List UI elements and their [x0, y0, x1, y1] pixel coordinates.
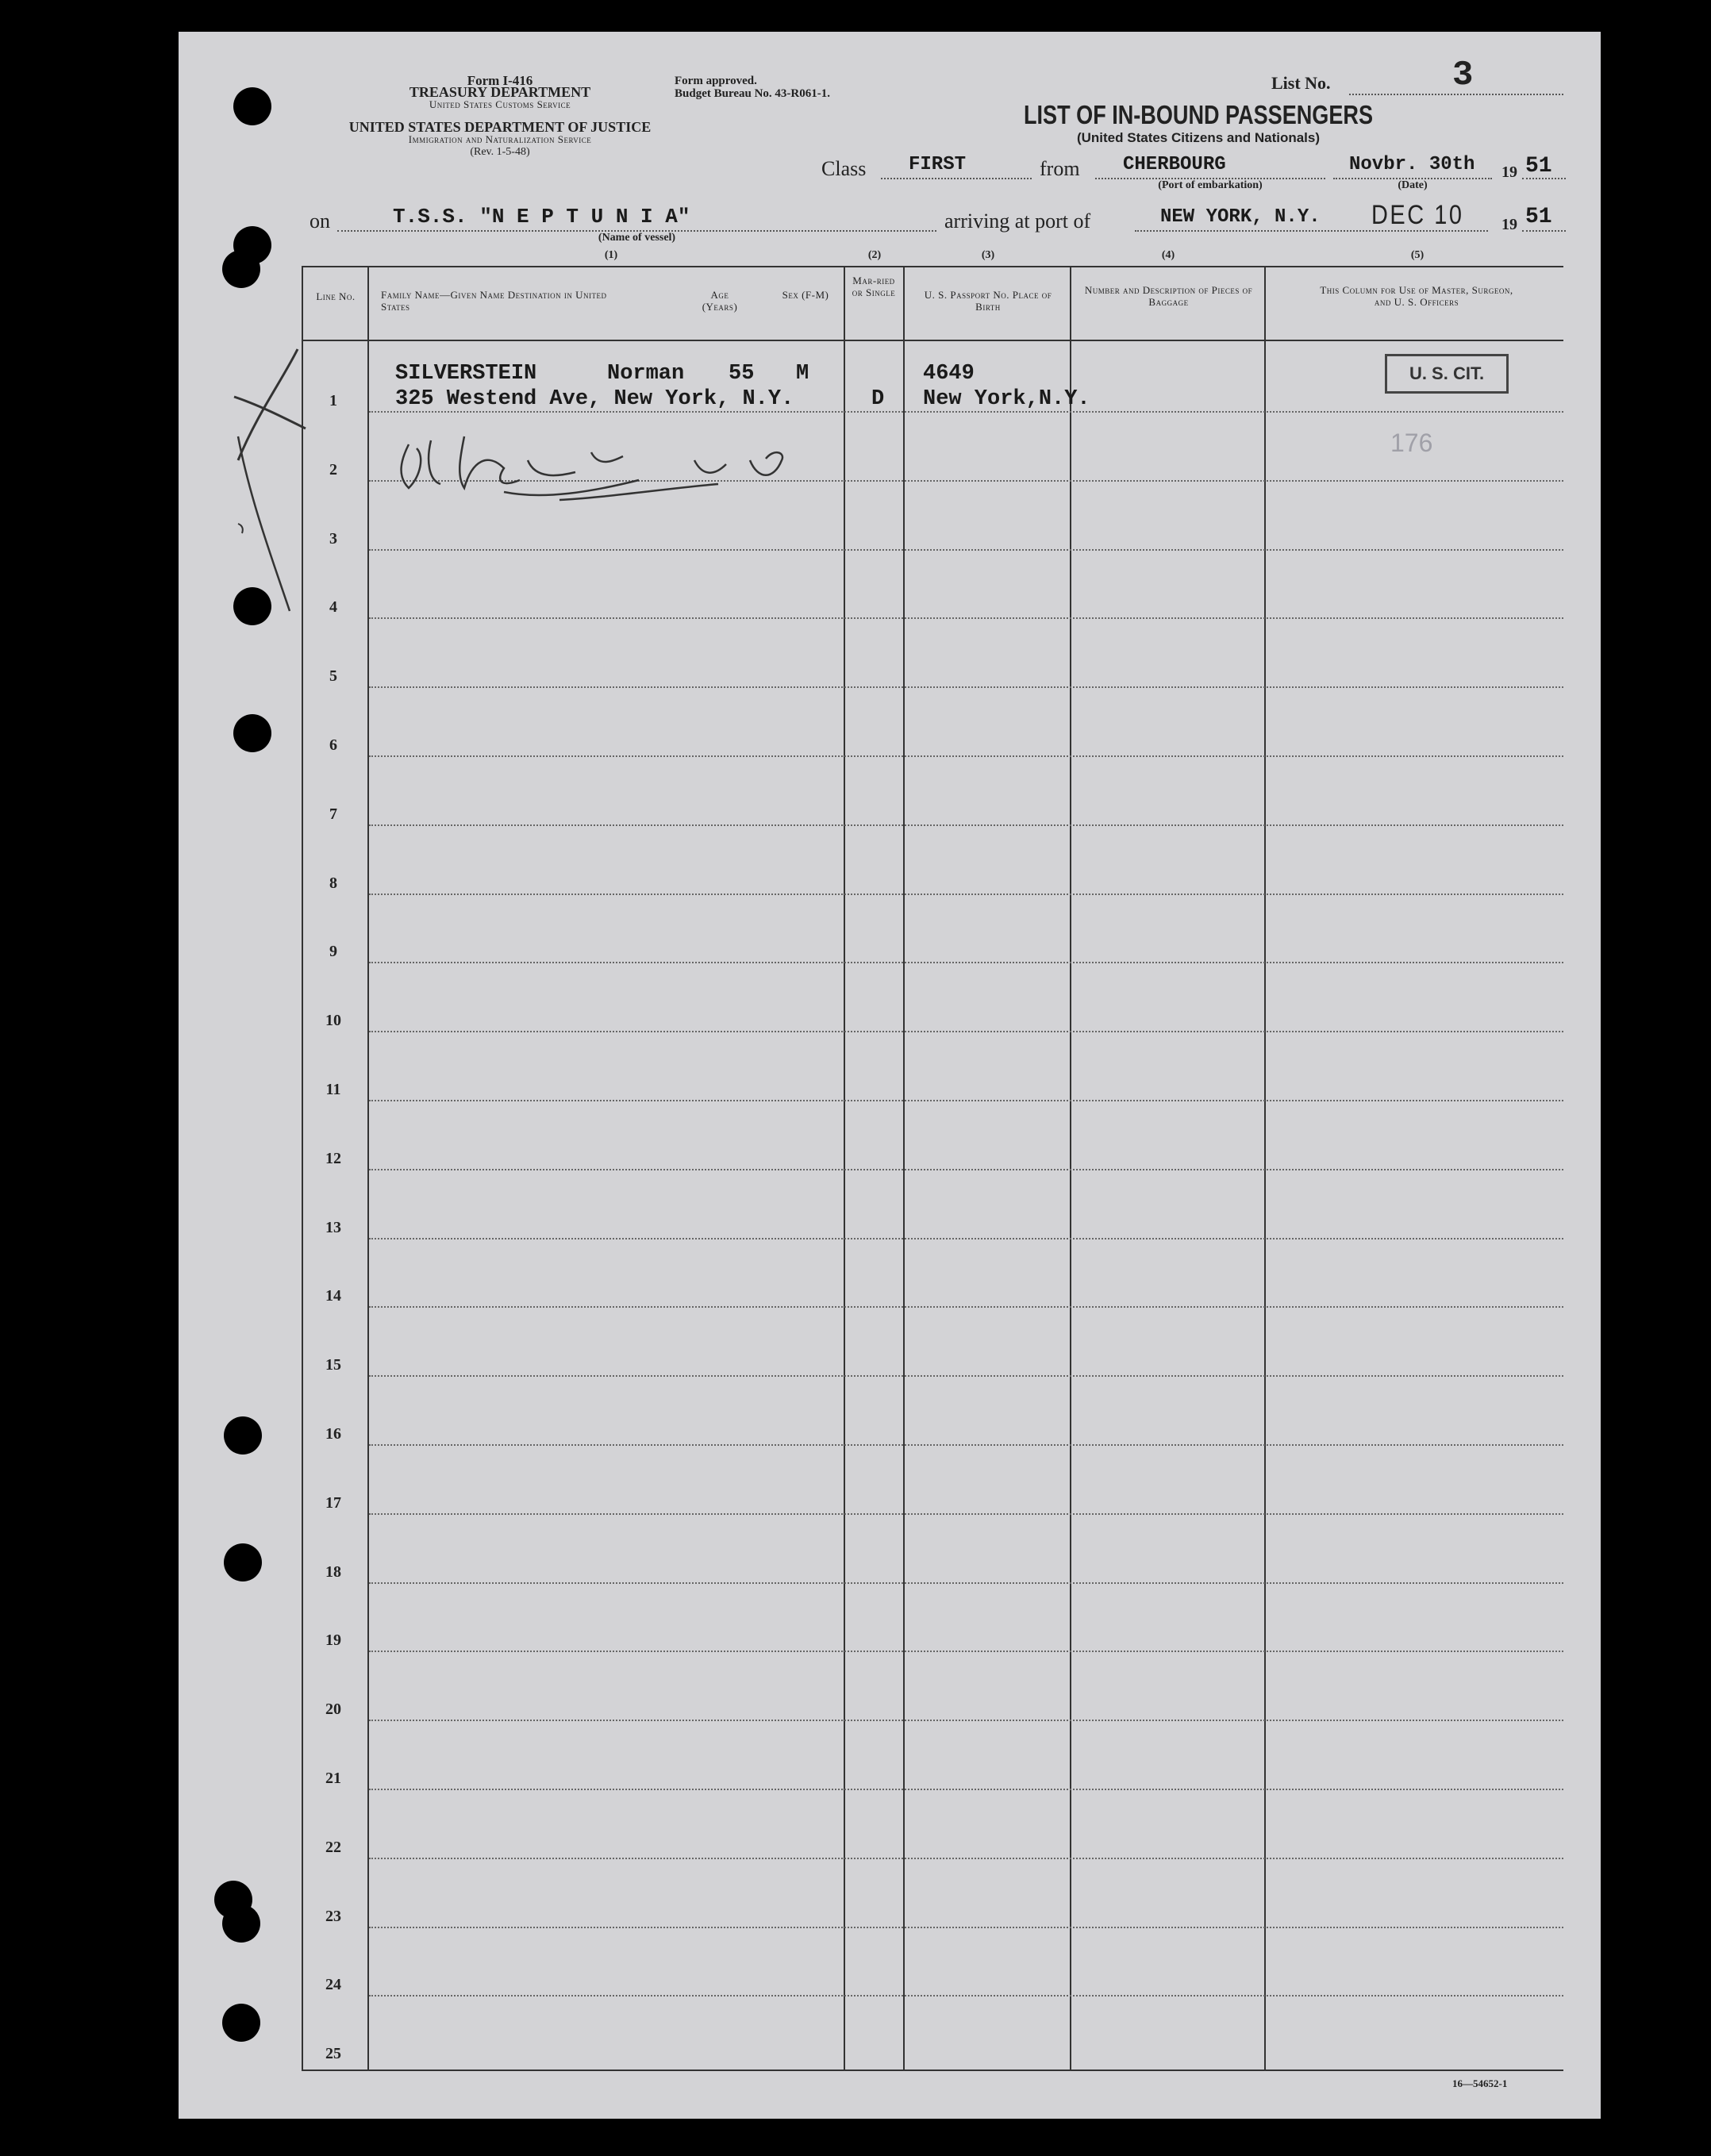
col-num-2: (2) — [867, 249, 882, 261]
row-rule — [369, 1720, 1563, 1721]
header-baggage: Number and Description of Pieces of Baggage — [1084, 284, 1253, 308]
binder-hole — [233, 87, 271, 125]
row-rule — [369, 1238, 1563, 1239]
passport-no: 4649 — [923, 362, 975, 386]
row-rule — [369, 962, 1563, 963]
line-number: 12 — [325, 1149, 341, 1167]
page-title: LIST OF IN-BOUND PASSENGERS — [1023, 100, 1374, 129]
line-number: 20 — [325, 1701, 341, 1719]
us-citizen-stamp: U. S. CIT. — [1385, 354, 1509, 394]
header-officers: This Column for Use of Master, Surgeon, and U. S. Officers — [1320, 284, 1513, 308]
row-rule — [369, 686, 1563, 688]
from-label: from — [1040, 157, 1080, 180]
line-number: 21 — [325, 1770, 341, 1787]
line-number: 1 — [329, 392, 337, 409]
year-prefix: 19 — [1501, 163, 1517, 181]
line-number: 13 — [325, 1218, 341, 1236]
arrival-port: NEW YORK, N.Y. — [1160, 206, 1321, 228]
destination: 325 Westend Ave, New York, N.Y. — [395, 387, 794, 411]
line-number: 22 — [325, 1838, 341, 1856]
embark-year: 51 — [1525, 154, 1552, 179]
col-num-5: (5) — [1410, 249, 1425, 261]
row-rule — [369, 1582, 1563, 1584]
line-number: 25 — [325, 2045, 341, 2063]
line-number: 19 — [325, 1631, 341, 1650]
embark-date: Novbr. 30th — [1349, 154, 1475, 175]
row-rule — [369, 1513, 1563, 1515]
list-no-value: 3 — [1452, 56, 1474, 95]
header-passport: U. S. Passport No. Place of Birth — [924, 289, 1052, 313]
binder-hole — [233, 714, 271, 752]
given-name: Norman — [607, 362, 685, 386]
row-rule — [369, 1789, 1563, 1790]
line-number: 3 — [329, 529, 337, 548]
family-name: SILVERSTEIN — [395, 362, 537, 386]
line-number: 5 — [329, 667, 337, 686]
sex: M — [796, 362, 809, 386]
class-label: Class — [821, 157, 867, 180]
date-caption: (Date) — [1398, 179, 1428, 191]
header-name: Family Name—Given Name Destination in United States — [381, 289, 607, 313]
line-number: 2 — [329, 460, 337, 478]
treasury-dept: TREASURY DEPARTMENT — [409, 84, 591, 100]
row-rule — [369, 824, 1563, 826]
page-subtitle: (United States Citizens and Nationals) — [1076, 130, 1321, 145]
line-number: 7 — [329, 805, 337, 823]
ins-service: Immigration and Naturalization Service — [408, 133, 592, 145]
col-num-3: (3) — [981, 249, 995, 261]
binder-hole — [224, 1543, 262, 1581]
col-num-1: (1) — [604, 249, 618, 261]
binder-hole — [222, 2004, 260, 2042]
vessel-caption: (Name of vessel) — [598, 232, 676, 244]
row-rule — [369, 1306, 1563, 1308]
arrival-date-stamp: DEC 10 — [1371, 200, 1464, 230]
arrival-year-prefix: 19 — [1501, 216, 1517, 233]
line-number: 18 — [325, 1562, 341, 1581]
on-label: on — [310, 209, 330, 233]
col-num-4: (4) — [1161, 249, 1175, 261]
row-rule — [369, 1100, 1563, 1101]
vessel-name: T.S.S. "N E P T U N I A" — [393, 205, 690, 229]
header-line-no: Line No. — [316, 290, 356, 302]
budget-bureau: Budget Bureau No. 43-R061-1. — [675, 87, 830, 100]
line-number: 14 — [325, 1287, 341, 1305]
line-number: 4 — [329, 598, 337, 617]
customs-service: United States Customs Service — [429, 98, 571, 110]
binder-hole — [224, 1416, 262, 1455]
header-sex: Sex (F-M) — [782, 289, 829, 301]
header-married: Mar-ried or Single — [852, 275, 896, 298]
list-no-label: List No. — [1271, 73, 1331, 93]
row-rule — [369, 1858, 1563, 1859]
port-caption: (Port of embarkation) — [1158, 179, 1263, 191]
row-rule — [369, 1031, 1563, 1032]
birthplace: New York,N.Y. — [923, 387, 1090, 411]
port-of-embarkation: CHERBOURG — [1123, 154, 1226, 175]
line-number: 6 — [329, 736, 337, 754]
print-code: 16—54652-1 — [1452, 2077, 1508, 2089]
revision: (Rev. 1-5-48) — [470, 146, 530, 158]
row-rule — [369, 1927, 1563, 1928]
marital-status: D — [871, 387, 885, 411]
row-rule — [369, 1995, 1563, 1997]
row-rule — [369, 1169, 1563, 1170]
justice-dept: UNITED STATES DEPARTMENT OF JUSTICE — [348, 119, 652, 135]
row-rule — [369, 1651, 1563, 1652]
arriving-label: arriving at port of — [944, 209, 1091, 233]
line-number: 15 — [325, 1356, 341, 1374]
class-value: FIRST — [909, 154, 967, 175]
arrival-year: 51 — [1525, 205, 1552, 229]
line-number: 8 — [329, 874, 337, 892]
form-number: Form I-416 — [467, 73, 533, 88]
row-rule — [369, 1444, 1563, 1446]
line-number: 17 — [325, 1493, 341, 1512]
row-rule — [369, 894, 1563, 895]
line-number: 16 — [325, 1425, 341, 1443]
row-rule — [369, 1375, 1563, 1377]
line-number: 11 — [325, 1081, 341, 1098]
age: 55 — [729, 362, 755, 386]
line-number: 23 — [325, 1907, 341, 1925]
binder-hole — [222, 1904, 260, 1943]
handwritten-signature — [226, 341, 925, 627]
line-number: 10 — [325, 1012, 341, 1030]
faint-number: 176 — [1390, 429, 1433, 457]
header-age: Age (Years) — [702, 289, 738, 313]
line-number: 9 — [329, 943, 337, 961]
form-approved: Form approved. — [675, 75, 757, 87]
row-rule — [369, 755, 1563, 757]
line-number: 24 — [325, 1976, 341, 1994]
binder-hole — [222, 250, 260, 288]
